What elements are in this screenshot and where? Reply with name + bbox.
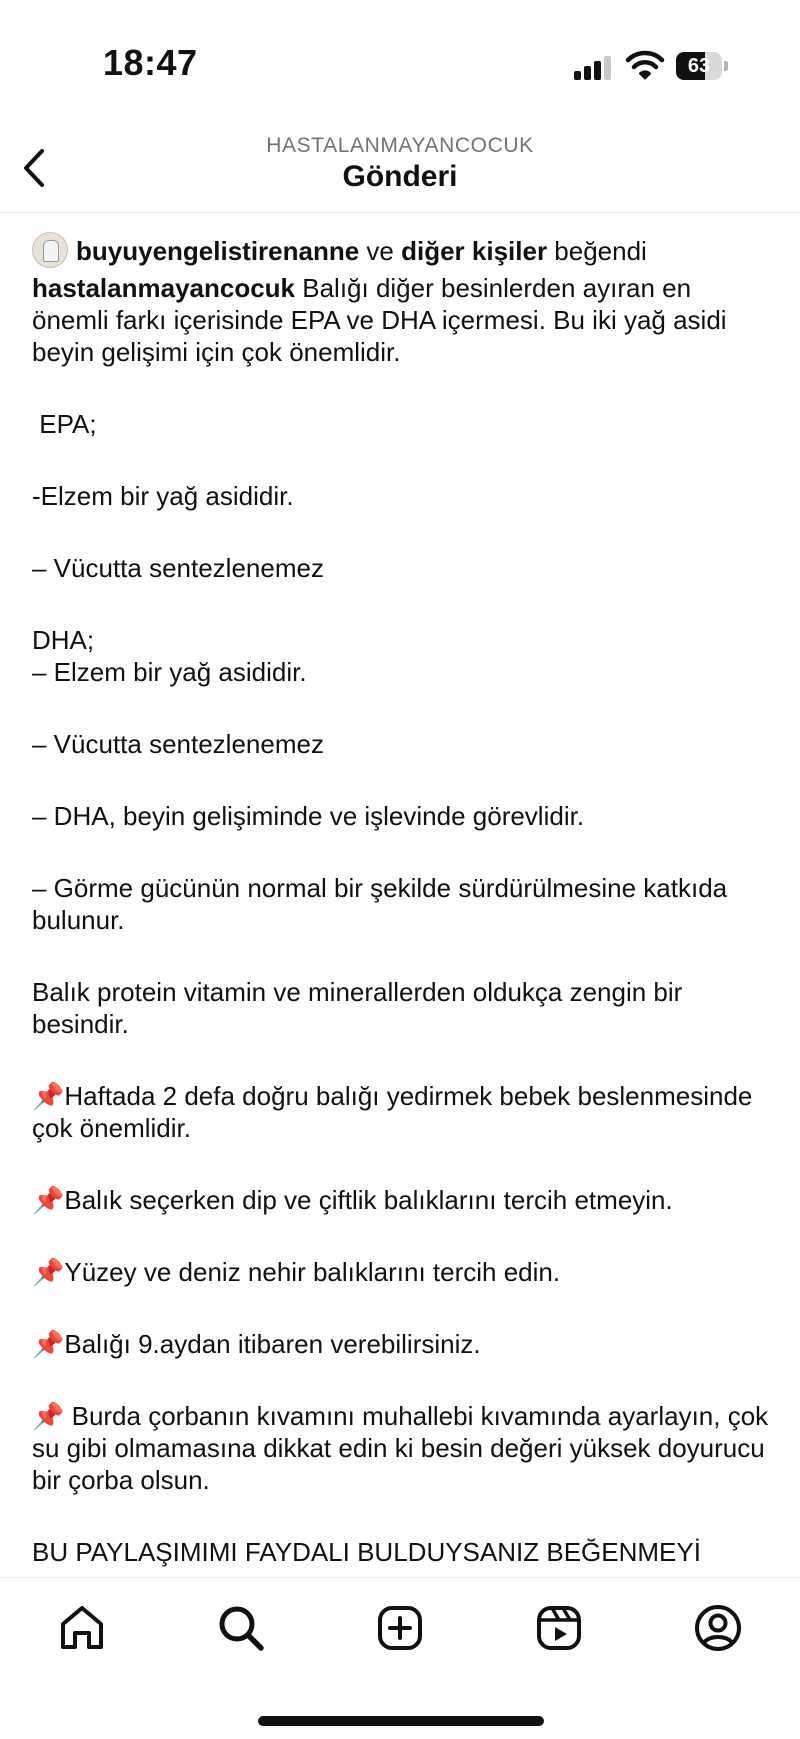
call-to-action: BU PAYLAŞIMIMI FAYDALI BULDUYSANIZ BEĞENMEYİ (32, 1537, 701, 1567)
tab-profile[interactable] (690, 1602, 746, 1654)
pushpin-icon: 📌 (32, 1081, 65, 1111)
intro-text: Balığı diğer besinlerden ayıran en önemli farkı içerisinde EPA ve DHA içermesi. Bu iki yağ asidi beyin gelişimi için çok önemlidir. (32, 273, 734, 367)
likes-summary (32, 232, 772, 268)
home-indicator[interactable] (258, 1716, 544, 1726)
create-icon (375, 1603, 425, 1653)
pushpin-icon: 📌 (32, 1329, 65, 1359)
post-caption (32, 232, 776, 1572)
bottom-tab-bar (0, 1577, 800, 1674)
post-header (0, 130, 800, 213)
status-bar (0, 0, 800, 130)
liker-username[interactable]: buyuyengelistirenanne (76, 236, 360, 266)
dha-heading: DHA; (32, 625, 95, 655)
battery-icon (676, 52, 728, 80)
tip-5 (32, 1400, 776, 1496)
dha-point-2: – Vücutta sentezlenemez (32, 729, 324, 759)
tip-5-text: Burda çorbanın kıvamını muhallebi kıvamında ayarlayın, çok su gibi olmamasına dikkat edin ki besin değeri yüksek doyurucu bir çorba olsun. (32, 1401, 776, 1495)
tab-create[interactable] (372, 1602, 428, 1654)
dha-point-3: – DHA, beyin gelişiminde ve işlevinde görevlidir. (32, 801, 585, 831)
tip-4-text: Balığı 9.aydan itibaren verebilirsiniz. (64, 1329, 481, 1359)
tab-search[interactable] (213, 1602, 269, 1654)
pushpin-icon: 📌 (32, 1401, 65, 1431)
likes-and: ve (359, 236, 402, 266)
tip-2-text: Balık seçerken dip ve çiftlik balıklarını tercih etmeyin. (64, 1185, 673, 1215)
tip-2 (32, 1184, 772, 1216)
epa-point-2: – Vücutta sentezlenemez (32, 553, 324, 583)
wifi-icon (626, 50, 664, 80)
author-username[interactable]: hastalanmayancocuk (32, 273, 296, 303)
pushpin-icon: 📌 (32, 1257, 65, 1287)
tip-3 (32, 1256, 772, 1288)
tab-home[interactable] (54, 1602, 110, 1654)
pushpin-icon: 📌 (32, 1185, 65, 1215)
cellular-signal-icon (574, 56, 612, 80)
status-time: 18:47 (103, 42, 198, 83)
dha-point-1: – Elzem bir yağ asididir. (32, 657, 307, 687)
caption-intro (32, 272, 772, 368)
tab-reels[interactable] (531, 1602, 587, 1654)
reels-icon (534, 1603, 584, 1653)
home-icon (57, 1603, 107, 1653)
tip-1 (32, 1080, 772, 1144)
page-title: Gönderi (342, 160, 458, 193)
caption-text (32, 272, 776, 1568)
profile-icon (693, 1603, 743, 1653)
epa-point-1: -Elzem bir yağ asididir. (32, 481, 294, 511)
account-name: HASTALANMAYANCOCUK (266, 134, 534, 157)
tip-4 (32, 1328, 772, 1360)
epa-heading: EPA; (32, 409, 97, 439)
other-likers-link[interactable]: diğer kişiler (401, 236, 548, 266)
tip-3-text: Yüzey ve deniz nehir balıklarını tercih edin. (64, 1257, 561, 1287)
search-icon (216, 1603, 266, 1653)
dha-point-4: – Görme gücünün normal bir şekilde sürdürülmesine katkıda bulunur. (32, 873, 735, 935)
likes-suffix: beğendi (547, 236, 647, 266)
summary-text: Balık protein vitamin ve minerallerden oldukça zengin bir besindir. (32, 977, 690, 1039)
tip-1-text: Haftada 2 defa doğru balığı yedirmek bebek beslenmesinde çok önemlidir. (32, 1081, 760, 1143)
liker-avatar[interactable] (32, 232, 68, 268)
battery-level: 63 (687, 55, 711, 77)
